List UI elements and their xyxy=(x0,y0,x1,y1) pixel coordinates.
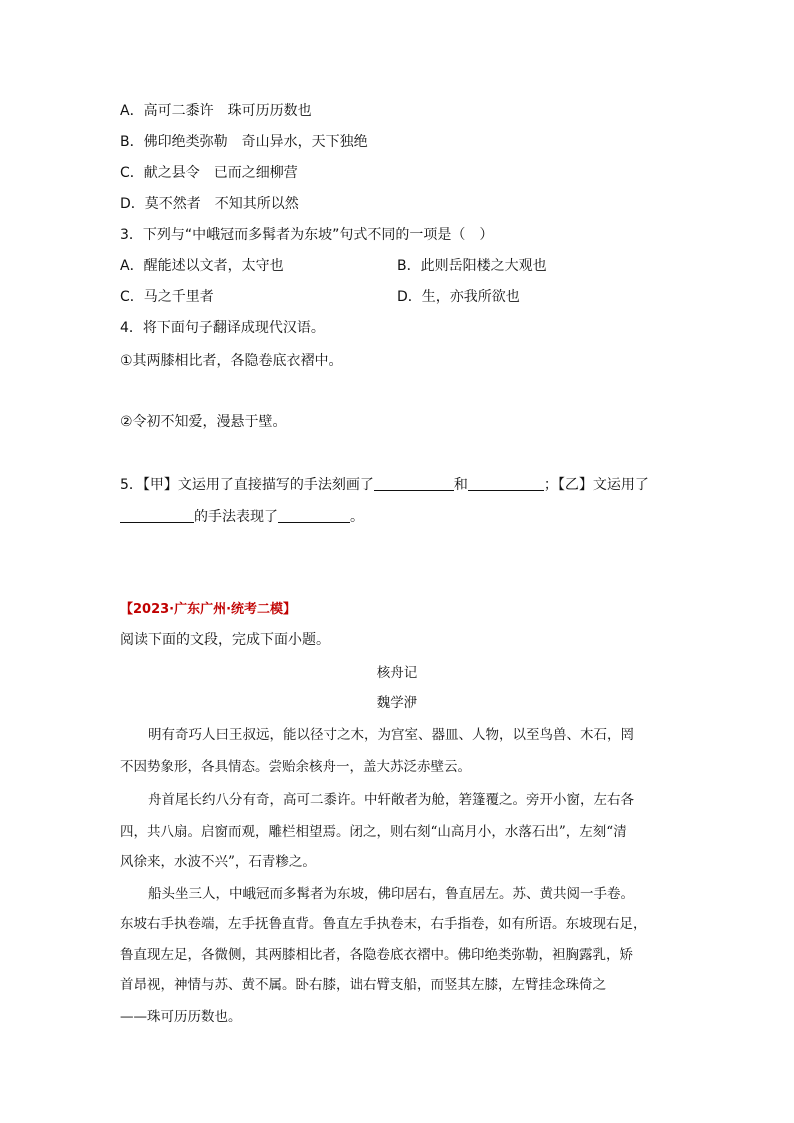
q5-blank-4[interactable] xyxy=(278,508,350,523)
passage-line: 船头坐三人，中峨冠而多髯者为东坡，佛印居右，鲁直居左。苏、黄共阅一手卷。 xyxy=(148,886,634,902)
q2-option-a: A．高可二黍许 珠可历历数也 xyxy=(120,103,312,119)
passage-line: 四，共八扇。启窗而观，雕栏相望焉。闭之，则右刻“山高月小，水落石出”，左刻“清 xyxy=(120,824,627,840)
q4-sentence-1: ①其两膝相比者，各隐卷底衣褶中。 xyxy=(120,353,343,369)
q3-option-b: B．此则岳阳楼之大观也 xyxy=(397,258,547,274)
q5-blank-1[interactable] xyxy=(374,476,454,491)
passage-line: 鲁直现左足，各微侧，其两膝相比者，各隐卷底衣褶中。佛印绝类弥勒，袒胸露乳，矫 xyxy=(120,947,633,963)
source-tag: 【2023·广东广州·统考二模】 xyxy=(120,602,297,617)
passage-line: 舟首尾长约八分有奇，高可二黍许。中轩敞者为舱，箬篷覆之。旁开小窗，左右各 xyxy=(148,792,634,808)
q2-option-d: D．莫不然者 不知其所以然 xyxy=(120,196,299,212)
q5-line-1 xyxy=(120,475,649,495)
q2-option-b: B．佛印绝类弥勒 奇山异水，天下独绝 xyxy=(120,134,368,150)
q3-option-c: C．马之千里者 xyxy=(120,289,214,305)
q2-option-c: C．献之县令 已而之细柳营 xyxy=(120,165,298,181)
q5-text-2: 和 xyxy=(453,477,468,493)
q4-sentence-2: ②令初不知爱，漫悬于壁。 xyxy=(120,414,287,430)
passage-author: 魏学洢 xyxy=(376,695,418,711)
passage-line: 风徐来，水波不兴”，石青糁之。 xyxy=(120,854,316,870)
q3-stem: 3．下列与“中峨冠而多髯者为东坡”句式不同的一项是（ ） xyxy=(120,227,494,243)
passage-line: 不因势象形，各具情态。尝贻余核舟一，盖大苏泛赤壁云。 xyxy=(120,759,471,775)
passage-line: 东坡右手执卷端，左手抚鲁直背。鲁直左手执卷末，右手指卷，如有所语。东坡现右足， xyxy=(120,916,647,932)
passage-line: 首昂视，神情与苏、黄不属。卧右膝，诎右臂支船，而竖其左膝，左臂挂念珠倚之 xyxy=(120,977,606,993)
q5-line-2 xyxy=(120,507,364,527)
q4-stem: 4．将下面句子翻译成现代汉语。 xyxy=(120,320,325,336)
q3-option-a: A．醒能述以文者，太守也 xyxy=(120,258,284,274)
passage-title: 核舟记 xyxy=(376,665,418,681)
reading-instruction: 阅读下面的文段，完成下面小题。 xyxy=(120,632,330,648)
q5-text-5: 。 xyxy=(350,509,364,525)
passage-line: 明有奇巧人曰王叔远，能以径寸之木，为宫室、器皿、人物，以至鸟兽、木石，罔 xyxy=(148,727,634,743)
q3-option-d: D．生，亦我所欲也 xyxy=(397,289,520,305)
q5-text-1: 5．【甲】文运用了直接描写的手法刻画了 xyxy=(120,477,374,493)
passage-line: ——珠可历历数也。 xyxy=(120,1009,242,1025)
q5-text-3: ；【乙】文运用了 xyxy=(543,477,649,493)
q5-blank-3[interactable] xyxy=(120,508,194,523)
q5-blank-2[interactable] xyxy=(468,476,544,491)
q5-text-4: 的手法表现了 xyxy=(194,509,278,525)
